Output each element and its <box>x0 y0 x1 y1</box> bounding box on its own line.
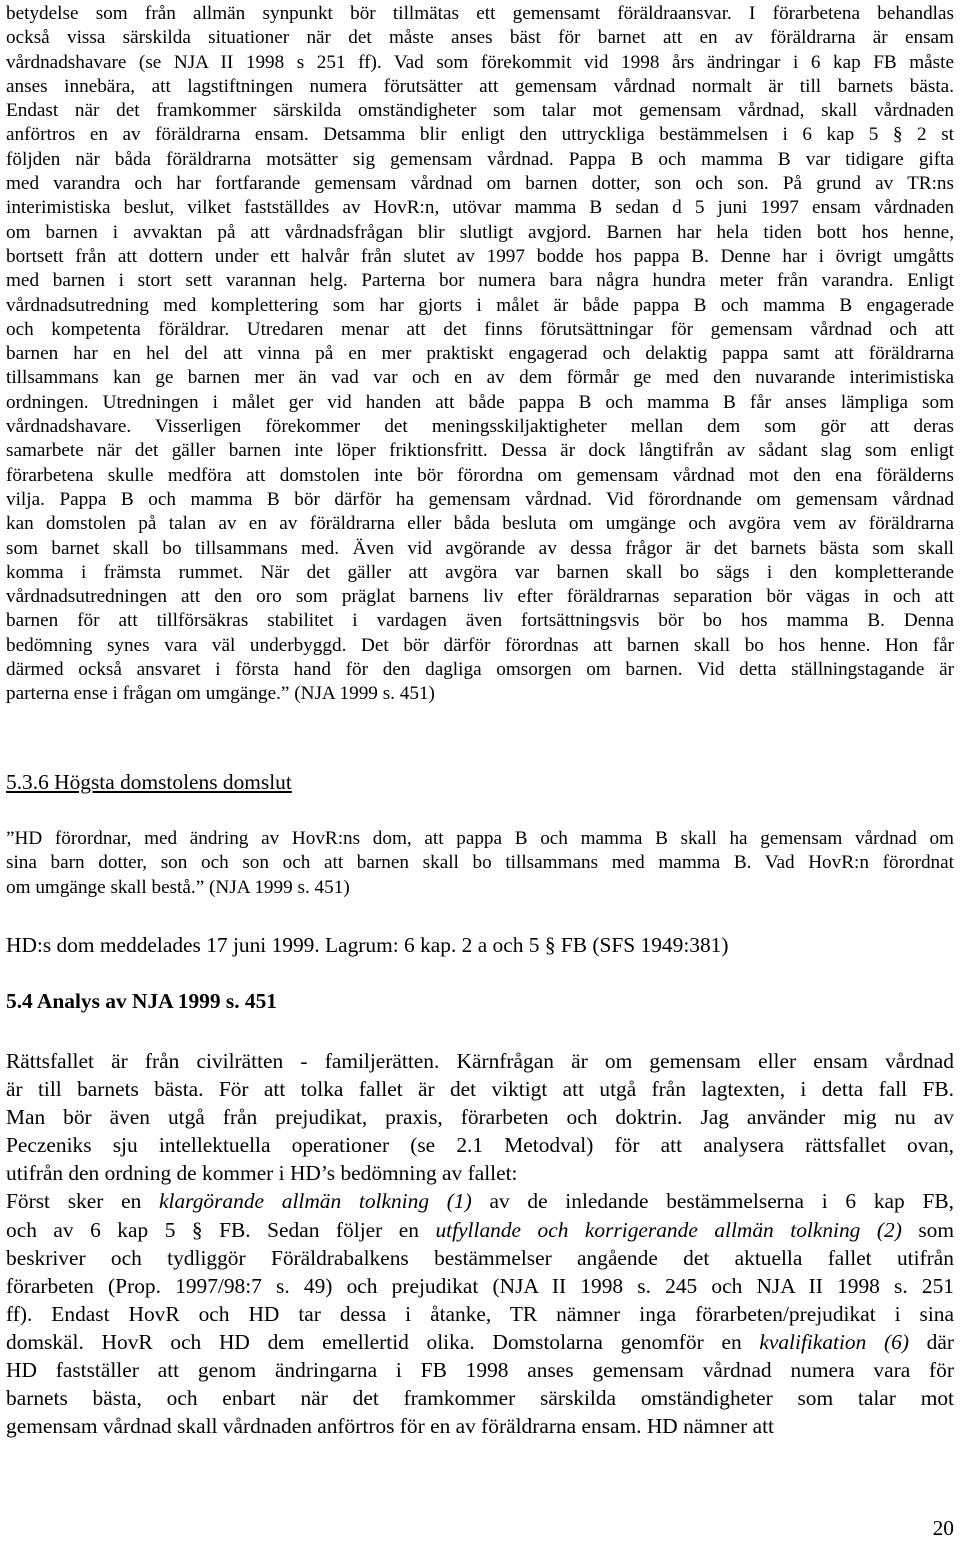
analysis-paragraph <box>6 1047 954 1440</box>
emphasis-term: klargörande allmän tolkning (1) <box>159 1189 472 1214</box>
text-segment: och av 6 kap 5 § FB. Sedan följer en <box>6 1217 436 1242</box>
text-line <box>6 1356 954 1384</box>
section-heading-analysis: 5.4 Analys av NJA 1999 s. 451 <box>6 989 277 1013</box>
text-line: också vissa särskilda situationer när det måste anses bäst för barnet att en av föräldrarna är ensam <box>6 27 954 49</box>
text-segment: barnets bästa, och enbart när det framkommer särskilda omständigheter som talar mot <box>6 1386 954 1411</box>
text-line <box>6 1244 954 1272</box>
text-segment: där <box>908 1329 954 1354</box>
text-line <box>6 1412 954 1440</box>
text-segment: är till barnets bästa. För att tolka fallet är det viktigt att utgå från lagtexten, i detta fall FB. <box>6 1077 954 1102</box>
text-line: följden när båda föräldrarna motsätter sig gemensam vårdnad. Pappa B och mamma B var tidigare gifta <box>6 148 954 170</box>
text-segment: domskäl. HovR och HD dem emellertid olika. Domstolarna genomför en <box>6 1329 760 1354</box>
text-line: vårdnadsutredning med komplettering som har gjorts i målet är både pappa B och mamma B engagerade <box>6 294 954 316</box>
text-line: sina barn dotter, son och son och att barnen skall bo tillsammans med mamma B. Vad HovR:n förordnat <box>6 852 954 874</box>
text-line <box>6 1047 954 1075</box>
page-number: 20 <box>932 1516 954 1540</box>
text-line <box>6 1159 954 1187</box>
text-line: bortsett från att dottern under ett halvår från slutet av 1997 bodde hos pappa B. Denne har i övrigt umgåtts <box>6 245 954 267</box>
text-line: om umgänge skall bestå.” (NJA 1999 s. 451) <box>6 876 350 898</box>
text-segment: Peczeniks sju intellektuella operationer (se 2.1 Metodval) för att analysera rättsfallet ovan, <box>6 1133 954 1158</box>
court-quote-paragraph <box>6 2 954 707</box>
text-line: barnen har en hel del att vinna på en mer praktiskt engagerad och delaktig pappa samt att föräldrarna <box>6 343 954 365</box>
text-segment: av de inledande bestämmelserna i 6 kap FB, <box>471 1189 954 1214</box>
text-line <box>6 1187 954 1215</box>
emphasis-term: utfyllande och korrigerande allmän tolkning (2) <box>435 1217 902 1242</box>
text-line: vårdnadshavare (se NJA II 1998 s 251 ff). Vad som förekommit vid 1998 års ändringar i 6 kap FB måste <box>6 51 954 73</box>
text-line: parterna ense i frågan om umgänge.” (NJA 1999 s. 451) <box>6 683 435 705</box>
text-line: förarbetena skulle medföra att domstolen inte bör förordna om gemensam vårdnad mot den ena förälderns <box>6 464 954 486</box>
text-line <box>6 1300 954 1328</box>
text-line: vårdnadshavare. Visserligen förekommer det meningsskiljaktigheter mellan dem som gör att deras <box>6 416 954 438</box>
text-line: anförtros en av föräldrarna ensam. Detsamma blir enligt den uttryckliga bestämmelsen i 6 kap 5 § 2 st <box>6 124 954 146</box>
text-line: om barnen i avvaktan på att vårdnadsfrågan blir slutligt avgjord. Barnen har hela tiden bott hos henne, <box>6 221 954 243</box>
text-segment: förarbeten (Prop. 1997/98:7 s. 49) och prejudikat (NJA II 1998 s. 245 och NJA II 1998 s. 251 <box>6 1273 954 1298</box>
text-line <box>6 1272 954 1300</box>
text-line <box>6 1131 954 1159</box>
text-segment: Rättsfallet är från civilrätten - familjerätten. Kärnfrågan är om gemensam eller ensam vårdnad <box>6 1049 954 1073</box>
text-line: anses innebära, att lagstiftningen numera förutsätter att gemensam vårdnad normalt är till barnets bästa. <box>6 75 954 97</box>
text-line: och kompetenta föräldrar. Utredaren menar att det finns förutsättningar för gemensam vårdnad och att <box>6 318 954 340</box>
section-heading-hd-verdict: 5.3.6 Högsta domstolens domslut <box>6 770 292 794</box>
text-line <box>6 1384 954 1412</box>
text-line: som barnet skall bo tillsammans med. Även vid avgörande av dessa frågor är det barnets bästa som skall <box>6 537 954 559</box>
text-line: bedömning synes vara väl underbyggd. Det bör därför förordnas att barnen skall bo hos henne. Hon får <box>6 634 954 656</box>
text-line: kan domstolen på talan av en av föräldrarna eller båda besluta om umgänge och avgöra vem av föräldrarna <box>6 513 954 535</box>
text-segment: gemensam vårdnad skall vårdnaden anförtros för en av föräldrarna ensam. HD nämner att <box>6 1414 774 1439</box>
text-line: ordningen. Utredningen i målet ger vid handen att både pappa B och mamma B får anses lämpliga som <box>6 391 954 413</box>
text-segment: ff). Endast HovR och HD tar dessa i åtanke, TR nämner inga förarbeten/prejudikat i sina <box>6 1301 954 1326</box>
text-line <box>6 1216 954 1244</box>
text-line: därmed också ansvaret i första hand för den dagliga omsorgen om barnen. Vid detta ställningstagande är <box>6 659 954 681</box>
text-line: med varandra och har fortfarande gemensam vårdnad om barnen dotter, son och son. På grund av TR:ns <box>6 173 954 195</box>
text-line: komma i främsta rummet. När det gäller att avgöra var barnen skall bo sägs i den kompletterande <box>6 561 954 583</box>
text-line: tillsammans kan ge barnen mer än vad var och en av dem förmår ge med den nuvarande interimistiska <box>6 367 954 389</box>
text-line <box>6 1103 954 1131</box>
text-line: med barnen i stort sett varannan helg. Parterna bor numera bara några hundra meter från varandra. Enligt <box>6 270 954 292</box>
text-line <box>6 1328 954 1356</box>
text-line: barnen för att tillförsäkras stabilitet i vardagen även fortsättningsvis bör bo hos mamma B. Denna <box>6 610 954 632</box>
text-line: ”HD förordnar, med ändring av HovR:ns dom, att pappa B och mamma B skall ha gemensam vårdnad om <box>6 828 954 849</box>
text-segment: Först sker en <box>6 1189 160 1214</box>
text-line: samarbete när det gäller barnen inte löper friktionsfritt. Dessa är dock långtifrån av sådant slag som enligt <box>6 440 954 462</box>
judgment-date-line: HD:s dom meddelades 17 juni 1999. Lagrum: 6 kap. 2 a och 5 § FB (SFS 1949:381) <box>6 933 729 957</box>
text-line: vilja. Pappa B och mamma B bör därför ha gemensam vårdnad. Vid förordnande om gemensam vårdnad <box>6 488 954 510</box>
text-line: interimistiska beslut, vilket fastställdes av HovR:n, utövar mamma B sedan d 5 juni 1997 ensam vårdnaden <box>6 197 954 219</box>
text-segment: som <box>901 1217 954 1242</box>
text-segment: Man bör även utgå från prejudikat, praxis, förarbeten och doktrin. Jag använder mig nu av <box>6 1105 954 1130</box>
emphasis-term: kvalifikation (6) <box>759 1329 909 1354</box>
text-segment: HD fastställer att genom ändringarna i FB 1998 anses gemensam vårdnad numera vara för <box>6 1358 954 1383</box>
verdict-quote-paragraph <box>6 827 954 900</box>
text-line <box>6 1075 954 1103</box>
text-segment: beskriver och tydliggör Föräldrabalkens bestämmelser angående det aktuella fallet utifrån <box>6 1245 954 1270</box>
text-line: Endast när det framkommer särskilda omständigheter som talar mot gemensam vårdnad, skall vårdnaden <box>6 100 954 122</box>
text-segment: utifrån den ordning de kommer i HD’s bedömning av fallet: <box>6 1161 518 1186</box>
text-line: betydelse som från allmän synpunkt bör tillmätas ett gemensamt föräldraansvar. I förarbetena behandlas <box>6 3 954 24</box>
text-line: vårdnadsutredningen att den oro som präglat barnens liv efter föräldrarnas separation bör vägas in och att <box>6 586 954 608</box>
